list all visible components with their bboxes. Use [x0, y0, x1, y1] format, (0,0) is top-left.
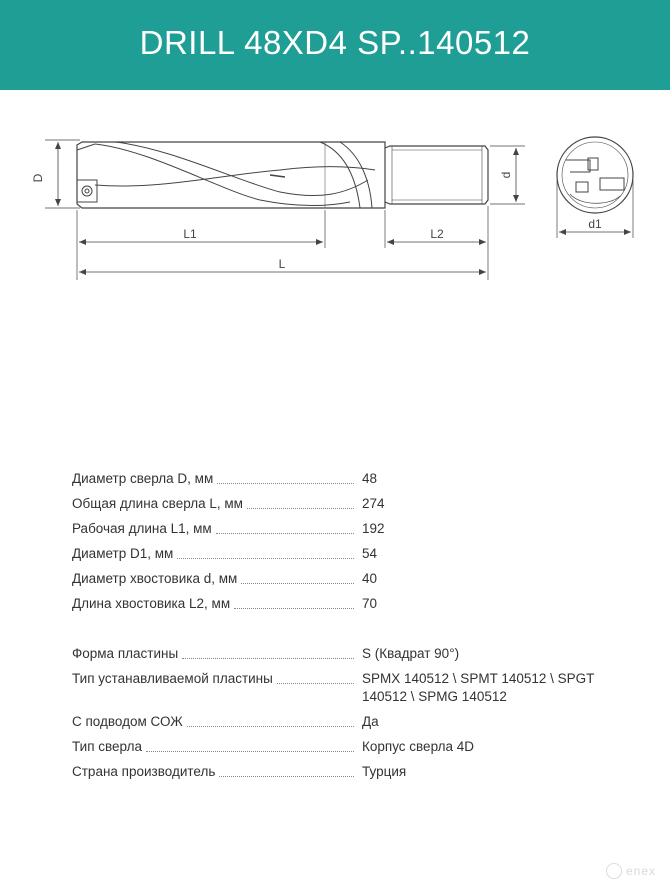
- spec-label: Тип сверла: [72, 739, 142, 754]
- dim-label-D: D: [31, 173, 45, 183]
- spec-value: Турция: [362, 764, 407, 779]
- watermark-logo: [606, 863, 656, 879]
- watermark-text: enex: [625, 864, 656, 878]
- spec-value: SPMX 140512 \ SPMT 140512 \ SPGT 140512 \ SPMG 140512: [362, 671, 595, 704]
- dim-label-d1: d1: [588, 217, 602, 231]
- spec-row: [72, 645, 642, 663]
- spec-row: [72, 738, 642, 756]
- spec-value: 54: [362, 546, 378, 561]
- dim-label-d: d: [499, 171, 513, 179]
- watermark-icon: [606, 863, 622, 879]
- dim-label-L1: L1: [183, 227, 197, 241]
- spec-label: Общая длина сверла L, мм: [72, 496, 243, 511]
- spec-label: Длина хвостовика L2, мм: [72, 596, 231, 611]
- spec-row: [72, 713, 642, 731]
- spec-row: [72, 495, 642, 513]
- technical-drawing: [0, 120, 670, 290]
- spec-label: Рабочая длина L1, мм: [72, 521, 212, 536]
- specs-properties: [72, 645, 642, 788]
- spec-value: 40: [362, 571, 378, 586]
- spec-value: 274: [362, 496, 385, 511]
- spec-value: Корпус сверла 4D: [362, 739, 475, 754]
- spec-value: S (Квадрат 90°): [362, 646, 460, 661]
- dim-label-L: L: [278, 257, 286, 271]
- spec-row: [72, 520, 642, 538]
- specs-dimensions: [72, 470, 642, 620]
- spec-row: [72, 545, 642, 563]
- spec-value: Да: [362, 714, 379, 729]
- spec-value: 192: [362, 521, 385, 536]
- spec-value: 48: [362, 471, 378, 486]
- spec-row: [72, 570, 642, 588]
- drill-drawing-svg: [0, 120, 670, 290]
- spec-label: С подводом СОЖ: [72, 714, 183, 729]
- spec-row: [72, 763, 642, 781]
- page-header: [0, 0, 670, 90]
- spec-label: Форма пластины: [72, 646, 179, 661]
- spec-row: [72, 670, 642, 706]
- dim-label-L2: L2: [430, 227, 444, 241]
- spec-label: Диаметр сверла D, мм: [72, 471, 214, 486]
- spec-label: Страна производитель: [72, 764, 216, 779]
- spec-label: Тип устанавливаемой пластины: [72, 671, 273, 686]
- spec-label: Диаметр D1, мм: [72, 546, 174, 561]
- spec-row: [72, 595, 642, 613]
- page-title: DRILL 48XD4 SP..140512: [139, 24, 531, 61]
- spec-value: 70: [362, 596, 378, 611]
- spec-row: [72, 470, 642, 488]
- spec-label: Диаметр хвостовика d, мм: [72, 571, 238, 586]
